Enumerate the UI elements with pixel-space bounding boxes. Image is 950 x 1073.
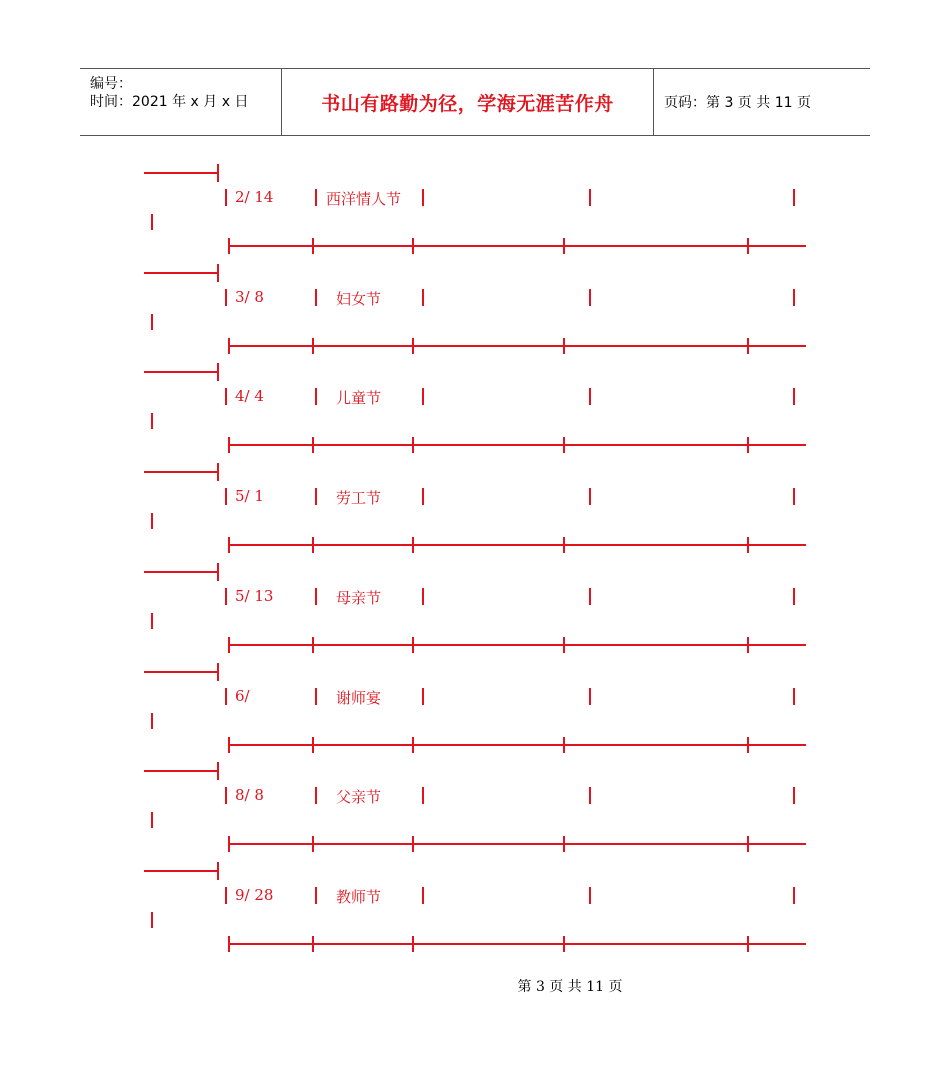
row-bottom-rule-tick <box>747 437 749 453</box>
row-holiday-name: 母亲节 <box>336 588 382 607</box>
row-bottom-rule-tick <box>228 836 230 852</box>
row-bottom-rule-tick <box>747 537 749 553</box>
row-top-rule <box>144 770 219 772</box>
row-bottom-rule-tick <box>312 238 314 254</box>
cell-divider <box>589 388 591 405</box>
cell-divider <box>315 388 317 405</box>
row-bottom-rule-tick <box>747 637 749 653</box>
cell-divider <box>422 787 424 804</box>
cell-divider <box>793 588 795 605</box>
row-bottom-rule-tick <box>412 437 414 453</box>
row-bottom-rule-tick <box>412 836 414 852</box>
cell-divider <box>589 289 591 306</box>
cell-divider <box>589 787 591 804</box>
row-left-tick <box>151 912 153 928</box>
row-holiday-name: 谢师宴 <box>336 688 382 707</box>
row-left-tick <box>151 214 153 230</box>
row-bottom-rule-tick <box>747 836 749 852</box>
row-date: 8/ 8 <box>235 786 264 805</box>
row-date: 5/ 1 <box>235 487 264 506</box>
row-left-tick <box>151 613 153 629</box>
cell-divider <box>589 588 591 605</box>
row-left-tick <box>151 713 153 729</box>
row-top-rule-tick <box>217 463 219 481</box>
cell-divider <box>422 488 424 505</box>
cell-divider <box>225 688 227 705</box>
row-bottom-rule-tick <box>563 936 565 952</box>
row-bottom-rule-tick <box>312 537 314 553</box>
row-top-rule-tick <box>217 862 219 880</box>
row-bottom-rule-tick <box>312 737 314 753</box>
row-top-rule-tick <box>217 363 219 381</box>
cell-divider <box>225 887 227 904</box>
row-bottom-rule-tick <box>228 537 230 553</box>
cell-divider <box>422 588 424 605</box>
row-bottom-rule-tick <box>747 238 749 254</box>
row-date: 3/ 8 <box>235 287 264 306</box>
cell-divider <box>793 488 795 505</box>
cell-divider <box>315 488 317 505</box>
row-top-rule <box>144 571 219 573</box>
row-bottom-rule <box>228 544 806 546</box>
row-date: 9/ 28 <box>235 885 274 904</box>
header-meta-cell <box>80 69 282 135</box>
header-page-info: 页码：第 3 页 共 11 页 <box>664 95 811 111</box>
row-bottom-rule-tick <box>747 737 749 753</box>
row-date: 6/ <box>235 686 250 705</box>
row-date: 2/ 14 <box>235 188 274 206</box>
cell-divider <box>225 787 227 804</box>
row-top-rule-tick <box>217 563 219 581</box>
cell-divider <box>589 887 591 904</box>
footer-page-number: 第 3 页 共 11 页 <box>517 979 623 995</box>
row-holiday-name: 儿童节 <box>336 389 382 408</box>
row-top-rule <box>144 172 219 174</box>
row-left-tick <box>151 314 153 330</box>
row-left-tick <box>151 513 153 529</box>
row-top-rule <box>144 272 219 274</box>
cell-divider <box>422 887 424 904</box>
row-bottom-rule <box>228 744 806 746</box>
page-footer <box>0 976 950 996</box>
cell-divider <box>225 588 227 605</box>
row-holiday-name: 西洋情人节 <box>326 190 402 208</box>
row-left-tick <box>151 413 153 429</box>
row-bottom-rule-tick <box>312 936 314 952</box>
cell-divider <box>225 289 227 306</box>
row-bottom-rule-tick <box>228 637 230 653</box>
row-bottom-rule-tick <box>228 238 230 254</box>
header-motto-cell <box>282 69 654 135</box>
cell-divider <box>315 787 317 804</box>
cell-divider <box>793 787 795 804</box>
row-holiday-name: 父亲节 <box>336 788 382 807</box>
cell-divider <box>315 688 317 705</box>
row-bottom-rule-tick <box>228 338 230 354</box>
row-bottom-rule-tick <box>747 338 749 354</box>
row-holiday-name: 妇女节 <box>336 289 382 308</box>
row-bottom-rule-tick <box>228 437 230 453</box>
row-bottom-rule-tick <box>412 637 414 653</box>
cell-divider <box>589 688 591 705</box>
row-bottom-rule <box>228 943 806 945</box>
row-bottom-rule-tick <box>412 737 414 753</box>
cell-divider <box>422 388 424 405</box>
row-left-tick <box>151 812 153 828</box>
document-time-label: 时间：2021 年 x 月 x 日 <box>90 94 249 110</box>
row-bottom-rule-tick <box>563 238 565 254</box>
header-motto: 书山有路勤为径，学海无涯苦作舟 <box>321 92 614 115</box>
header-page-cell <box>654 69 870 135</box>
cell-divider <box>793 289 795 306</box>
row-top-rule <box>144 371 219 373</box>
row-bottom-rule-tick <box>412 238 414 254</box>
row-bottom-rule <box>228 444 806 446</box>
row-top-rule-tick <box>217 663 219 681</box>
cell-divider <box>793 189 795 206</box>
row-bottom-rule-tick <box>312 836 314 852</box>
row-bottom-rule-tick <box>228 737 230 753</box>
row-top-rule <box>144 471 219 473</box>
row-top-rule <box>144 671 219 673</box>
row-bottom-rule-tick <box>563 737 565 753</box>
cell-divider <box>422 189 424 206</box>
row-bottom-rule-tick <box>563 537 565 553</box>
row-bottom-rule-tick <box>312 338 314 354</box>
row-top-rule-tick <box>217 164 219 182</box>
row-bottom-rule <box>228 345 806 347</box>
row-date: 4/ 4 <box>235 387 264 406</box>
document-number-label: 编号： <box>90 76 132 92</box>
cell-divider <box>589 488 591 505</box>
cell-divider <box>315 289 317 306</box>
row-bottom-rule-tick <box>563 437 565 453</box>
row-holiday-name: 教师节 <box>336 887 382 906</box>
row-bottom-rule-tick <box>412 936 414 952</box>
row-bottom-rule <box>228 245 806 247</box>
cell-divider <box>315 588 317 605</box>
cell-divider <box>793 887 795 904</box>
row-bottom-rule-tick <box>563 836 565 852</box>
row-bottom-rule-tick <box>563 637 565 653</box>
cell-divider <box>589 189 591 206</box>
row-bottom-rule-tick <box>312 437 314 453</box>
row-bottom-rule <box>228 644 806 646</box>
cell-divider <box>225 488 227 505</box>
row-top-rule <box>144 870 219 872</box>
row-holiday-name: 劳工节 <box>336 489 382 508</box>
cell-divider <box>422 289 424 306</box>
cell-divider <box>315 189 317 206</box>
cell-divider <box>225 189 227 206</box>
row-date: 5/ 13 <box>235 586 274 605</box>
row-bottom-rule-tick <box>412 537 414 553</box>
row-bottom-rule-tick <box>747 936 749 952</box>
row-bottom-rule-tick <box>563 338 565 354</box>
row-top-rule-tick <box>217 762 219 780</box>
cell-divider <box>793 688 795 705</box>
row-bottom-rule-tick <box>412 338 414 354</box>
row-bottom-rule <box>228 843 806 845</box>
row-bottom-rule-tick <box>228 936 230 952</box>
cell-divider <box>315 887 317 904</box>
row-top-rule-tick <box>217 264 219 282</box>
cell-divider <box>225 388 227 405</box>
row-bottom-rule-tick <box>312 637 314 653</box>
cell-divider <box>422 688 424 705</box>
page-header <box>80 68 870 136</box>
cell-divider <box>793 388 795 405</box>
